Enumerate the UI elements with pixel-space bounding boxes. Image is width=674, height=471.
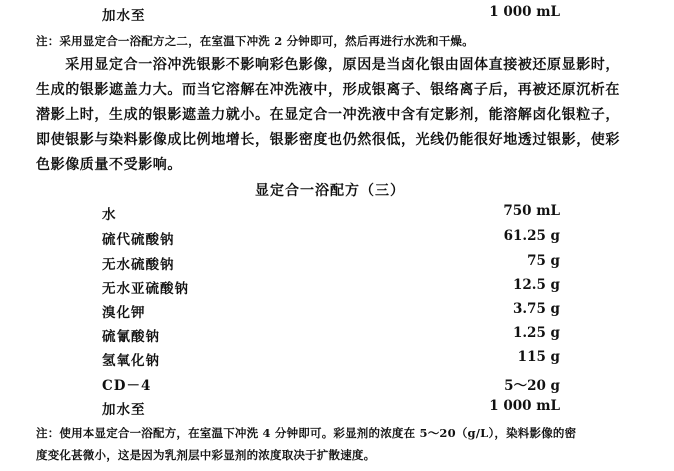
note-2-line-2: 度变化甚微小，这是因为乳剂层中彩显剂的浓度取决于扩散速度。 — [36, 448, 376, 462]
paragraph-line-5: 色影像质量不受影响。 — [36, 157, 182, 173]
ingredient-name: 硫代硫酸钠 — [102, 232, 175, 248]
ingredient-name: 无水亚硫酸钠 — [102, 281, 189, 297]
ingredient-name: 氢氧化钠 — [102, 353, 160, 369]
top-formula-amount: 1 000 mL — [489, 4, 560, 20]
ingredient-name: 水 — [102, 207, 117, 223]
note-1: 注：采用显定合一浴配方之二，在室温下冲洗 2 分钟即可，然后再进行水洗和干燥。 — [36, 34, 474, 48]
ingredient-amount: 3.75 g — [512, 301, 560, 317]
ingredient-name: 溴化钾 — [102, 305, 146, 321]
ingredient-amount: 1 000 mL — [489, 398, 560, 414]
ingredient-name: 硫氰酸钠 — [102, 329, 160, 345]
top-formula-name: 加水至 — [102, 8, 146, 24]
paragraph-line-1: 采用显定合一浴冲洗银影不影响彩色影像，原因是当卤化银由固体直接被还原显影时， — [36, 57, 620, 73]
ingredient-name: 无水硫酸钠 — [102, 257, 175, 273]
paragraph-line-2: 生成的银影遮盖力大。而当它溶解在冲洗液中，形成银离子、银络离子后，再被还原沉析在 — [36, 82, 620, 98]
ingredient-amount: 75 g — [527, 253, 560, 269]
paragraph-line-3: 潜影上时，生成的银影遮盖力就小。在显定合一冲洗液中含有定影剂，能溶解卤化银粒子， — [36, 107, 620, 123]
ingredient-amount: 115 g — [517, 349, 560, 365]
ingredient-amount: 12.5 g — [512, 277, 560, 293]
note-2-line-1: 注：使用本显定合一浴配方，在室温下冲洗 4 分钟即可。彩显剂的浓度在 5～20（g/L），染料影像的密 — [36, 426, 577, 440]
ingredient-name: CD－4 — [102, 378, 152, 394]
formula-title: 显定合一浴配方（三） — [255, 183, 405, 199]
ingredient-name: 加水至 — [102, 402, 146, 418]
ingredient-amount: 1.25 g — [512, 325, 560, 341]
ingredient-amount: 61.25 g — [503, 228, 560, 244]
ingredient-amount: 750 mL — [503, 203, 560, 219]
ingredient-amount: 5～20 g — [504, 378, 560, 394]
paragraph-line-4: 即使银影与染料影像成比例地增长，银影密度也仍然很低，光线仍能很好地透过银影，使彩 — [36, 132, 620, 148]
